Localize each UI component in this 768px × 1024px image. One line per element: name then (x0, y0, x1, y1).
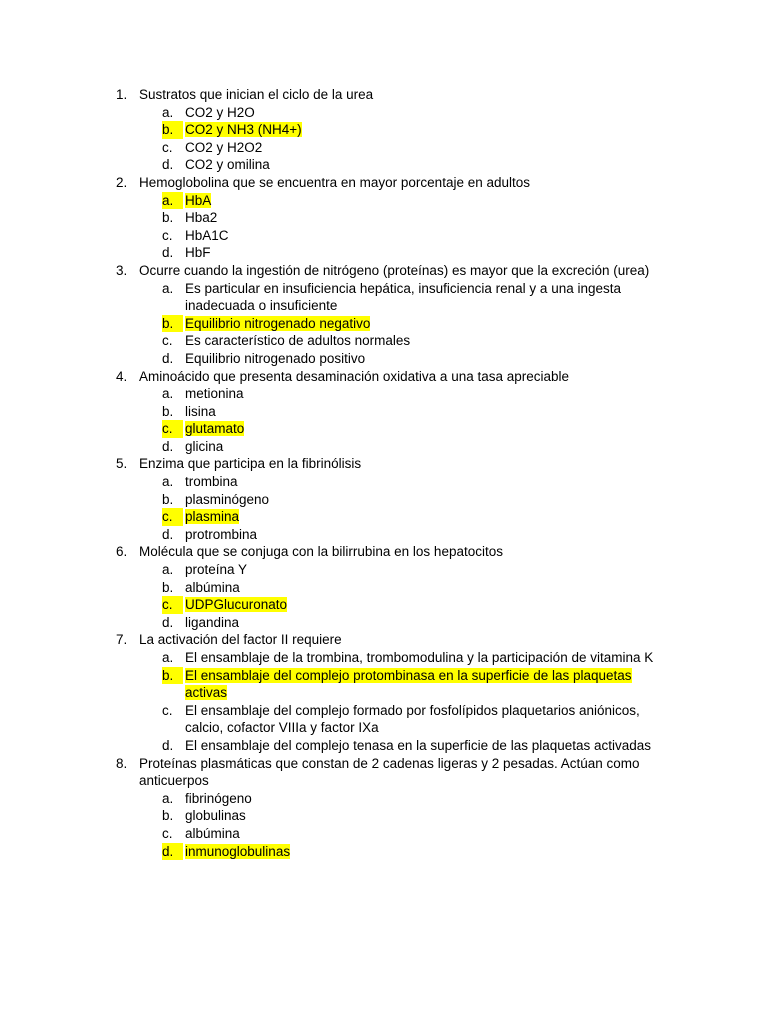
option-text: HbA (185, 192, 212, 208)
answer-option (0, 561, 669, 579)
option-text: trombina (185, 474, 238, 490)
question-text: Sustratos que inician el ciclo de la urea (139, 87, 374, 102)
option-letter: d. (162, 843, 183, 861)
option-letter: d. (162, 245, 174, 261)
option-text: El ensamblaje del complejo protombinasa en la superficie de las plaquetas activas (185, 667, 632, 701)
option-text: glicina (185, 438, 224, 454)
option-text: El ensamblaje del complejo tenasa en la superficie de las plaquetas activadas (185, 737, 652, 753)
option-text: albúmina (185, 579, 240, 595)
option-text: albúmina (185, 825, 240, 841)
question-item (0, 455, 669, 473)
option-letter: a. (162, 192, 183, 210)
answer-option (0, 491, 669, 509)
answer-option (0, 385, 669, 403)
option-text: proteína Y (185, 562, 248, 578)
option-text: protrombina (185, 526, 258, 542)
question-text: Molécula que se conjuga con la bilirrubina en los hepatocitos (139, 544, 503, 560)
option-text: CO2 y omilina (185, 157, 270, 173)
option-letter: c. (162, 333, 173, 349)
question-text: La activación del factor II requiere (139, 632, 342, 648)
answer-option-highlighted (0, 843, 669, 861)
option-letter: a. (162, 650, 174, 665)
option-letter: a. (162, 474, 174, 490)
option-letter: c. (162, 825, 173, 841)
option-text: Es particular en insuficiencia hepática, insuficiencia renal y a una ingesta inadecuada o insuficiente (185, 280, 622, 314)
option-letter: b. (162, 808, 174, 824)
option-text: CO2 y H2O2 (185, 139, 263, 155)
answer-option (0, 332, 669, 350)
answer-option (0, 156, 669, 174)
option-text: El ensamblaje del complejo formado por fosfolípidos plaquetarios aniónicos, calcio, cofactor VIIIa y factor IXa (185, 702, 640, 736)
answer-option (0, 227, 669, 245)
option-letter: b. (162, 315, 183, 333)
answer-option (0, 473, 669, 491)
answer-option (0, 579, 669, 597)
answer-option (0, 649, 669, 667)
answer-option (0, 702, 669, 737)
question-item (0, 755, 669, 790)
option-text: lisina (185, 403, 216, 419)
option-text: glutamato (185, 421, 245, 437)
option-text: ligandina (185, 614, 240, 630)
question-number: 4. (116, 368, 128, 384)
option-text: UDPGlucuronato (185, 597, 288, 613)
option-text: El ensamblaje de la trombina, trombomodulina y la participación de vitamina K (185, 650, 654, 665)
option-text: Es característico de adultos normales (185, 333, 411, 349)
question-item (0, 86, 669, 104)
option-letter: d. (162, 737, 174, 753)
option-letter: b. (162, 403, 174, 419)
question-number: 2. (116, 174, 128, 190)
option-text: Hba2 (185, 210, 218, 226)
option-letter: a. (162, 386, 174, 402)
option-letter: b. (162, 121, 183, 139)
question-text: Hemoglobolina que se encuentra en mayor porcentaje en adultos (139, 174, 531, 190)
option-letter: d. (162, 157, 174, 173)
option-text: CO2 y NH3 (NH4+) (185, 122, 302, 138)
option-text: HbA1C (185, 227, 229, 243)
option-letter: a. (162, 104, 174, 120)
answer-option (0, 139, 669, 157)
question-item (0, 543, 669, 561)
question-number: 6. (116, 544, 128, 560)
question-list (0, 86, 768, 860)
option-letter: d. (162, 614, 174, 630)
question-text: Aminoácido que presenta desaminación oxidativa a una tasa apreciable (139, 368, 570, 384)
option-letter: b. (162, 579, 174, 595)
question-item (0, 368, 669, 386)
question-number: 1. (116, 87, 128, 102)
option-text: fibrinógeno (185, 790, 252, 806)
option-text: metionina (185, 386, 244, 402)
answer-option-highlighted (0, 121, 669, 139)
option-text: inmunoglobulinas (185, 843, 291, 859)
question-number: 5. (116, 456, 128, 472)
answer-option-highlighted (0, 508, 669, 526)
answer-option-highlighted (0, 315, 669, 333)
answer-option (0, 350, 669, 368)
option-text: plasminógeno (185, 491, 270, 507)
option-text: Equilibrio nitrogenado positivo (185, 350, 366, 366)
question-text: Enzima que participa en la fibrinólisis (139, 456, 362, 472)
answer-option (0, 104, 669, 122)
answer-option (0, 438, 669, 456)
option-letter: c. (162, 420, 183, 438)
option-text: HbF (185, 245, 211, 261)
answer-option (0, 737, 669, 755)
answer-option (0, 614, 669, 632)
question-number: 7. (116, 632, 128, 648)
question-number: 8. (116, 755, 128, 771)
answer-option (0, 807, 669, 825)
option-letter: d. (162, 438, 174, 454)
answer-option-highlighted (0, 667, 669, 702)
option-letter: c. (162, 702, 173, 718)
question-item (0, 262, 669, 280)
answer-option (0, 244, 669, 262)
option-letter: d. (162, 350, 174, 366)
answer-option (0, 209, 669, 227)
option-letter: c. (162, 596, 183, 614)
option-letter: a. (162, 790, 174, 806)
option-letter: c. (162, 227, 173, 243)
answer-option-highlighted (0, 596, 669, 614)
option-letter: a. (162, 280, 174, 296)
option-letter: b. (162, 667, 183, 685)
option-letter: d. (162, 526, 174, 542)
answer-option-highlighted (0, 420, 669, 438)
option-letter: c. (162, 508, 183, 526)
answer-option (0, 280, 669, 315)
option-letter: a. (162, 562, 174, 578)
question-item (0, 174, 669, 192)
option-text: globulinas (185, 808, 246, 824)
option-text: CO2 y H2O (185, 104, 255, 120)
answer-option (0, 403, 669, 421)
answer-option (0, 790, 669, 808)
option-text: Equilibrio nitrogenado negativo (185, 315, 371, 331)
option-letter: b. (162, 491, 174, 507)
option-letter: c. (162, 139, 173, 155)
answer-option (0, 526, 669, 544)
question-text: Ocurre cuando la ingestión de nitrógeno (proteínas) es mayor que la excreción (urea) (139, 262, 650, 278)
option-letter: b. (162, 210, 174, 226)
question-text: Proteínas plasmáticas que constan de 2 cadenas ligeras y 2 pesadas. Actúan como anticuerpos (139, 755, 640, 789)
question-item (0, 631, 669, 649)
answer-option (0, 825, 669, 843)
answer-option-highlighted (0, 192, 669, 210)
option-text: plasmina (185, 509, 240, 525)
question-number: 3. (116, 262, 128, 278)
